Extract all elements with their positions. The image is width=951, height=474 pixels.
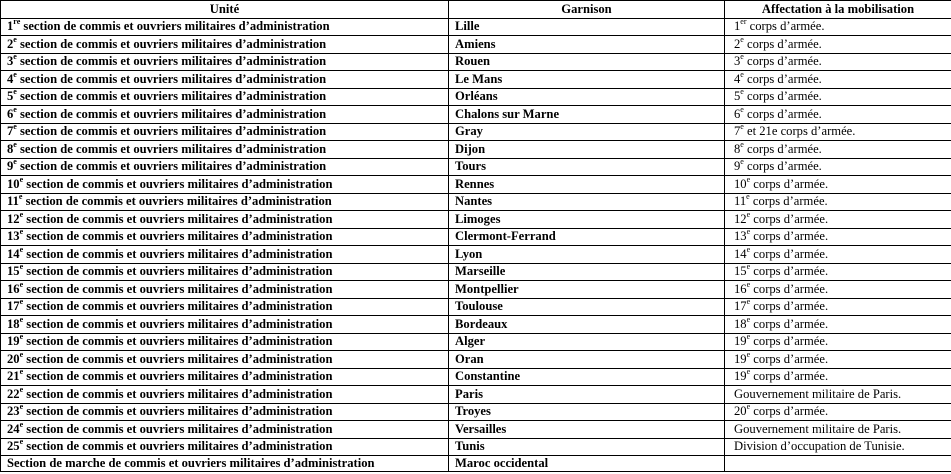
unit-label: section de commis et ouvriers militaires d’administration: [23, 229, 333, 244]
assignment-number: 19: [734, 351, 747, 366]
unit-cell: [1, 333, 449, 351]
assignment-cell: [725, 438, 951, 456]
unit-cell: [1, 106, 449, 124]
unit-ordinal-suffix: e: [13, 70, 17, 79]
unit-number: 22: [7, 386, 20, 401]
assignment-ordinal-suffix: e: [746, 228, 751, 237]
unit-label: section de commis et ouvriers militaires d’administration: [16, 124, 327, 139]
garrison-cell: [449, 158, 725, 176]
table-body: [1, 18, 951, 472]
assignment-ordinal-suffix: e: [746, 193, 750, 202]
unit-ordinal-suffix: e: [13, 105, 17, 114]
assignment-cell: [725, 123, 951, 141]
unit-ordinal-suffix: e: [19, 245, 24, 254]
assignment-ordinal-suffix: e: [740, 140, 744, 149]
unit-cell: [1, 176, 449, 194]
header-row: [1, 1, 951, 19]
table-row: [1, 158, 951, 176]
unit-label: section de commis et ouvriers militaires d’administration: [23, 176, 333, 191]
unit-ordinal-suffix: e: [13, 53, 17, 62]
garrison-cell: [449, 36, 725, 54]
unit-cell: [1, 71, 449, 89]
assignment-label: et 21e corps d’armée.: [743, 124, 856, 139]
unit-cell: [1, 386, 449, 404]
unit-number: 14: [7, 246, 20, 261]
garrison-label: Lyon: [455, 246, 483, 261]
unit-label: section de commis et ouvriers militaires d’administration: [23, 316, 333, 331]
unit-number: 21: [7, 369, 20, 384]
table-row: [1, 246, 951, 264]
unit-cell: [1, 263, 449, 281]
unit-ordinal-suffix: e: [19, 385, 24, 394]
garrison-label: Paris: [455, 386, 483, 401]
unit-ordinal-suffix: e: [13, 35, 17, 44]
assignment-cell: [725, 263, 951, 281]
unit-label: section de commis et ouvriers militaires d’administration: [23, 369, 333, 384]
table-row: [1, 123, 951, 141]
unit-ordinal-suffix: e: [19, 298, 24, 307]
unit-label: section de commis et ouvriers militaires d’administration: [23, 404, 333, 419]
unit-number: 18: [7, 316, 20, 331]
garrison-cell: [449, 53, 725, 71]
assignment-label: corps d’armée.: [743, 71, 822, 86]
unit-number: 6: [7, 106, 14, 121]
garrison-label: Le Mans: [455, 71, 503, 86]
assignment-number: 5: [734, 89, 741, 104]
garrison-cell: [449, 141, 725, 159]
assignment-label: corps d’armée.: [743, 36, 822, 51]
assignment-label: corps d’armée.: [750, 246, 829, 261]
assignment-cell: [725, 386, 951, 404]
assignment-number: 19: [734, 334, 747, 349]
assignment-number: 9: [734, 159, 741, 174]
assignment-number: 18: [734, 316, 747, 331]
unit-ordinal-suffix: e: [19, 350, 24, 359]
unit-number: 16: [7, 281, 20, 296]
table-row: [1, 263, 951, 281]
unit-cell-marche: Section de marche de commis et ouvriers militaires d’administration: [1, 456, 449, 472]
assignment-cell: [725, 228, 951, 246]
unit-number: 3: [7, 54, 14, 69]
assignment-cell: [725, 53, 951, 71]
assignment-cell: [725, 281, 951, 299]
assignment-label: corps d’armée.: [750, 229, 829, 244]
garrison-label: Orléans: [455, 89, 498, 104]
table-row: [1, 88, 951, 106]
unit-ordinal-suffix: e: [19, 368, 24, 377]
assignment-number: 15: [734, 264, 747, 279]
garrison-label: Marseille: [455, 264, 506, 279]
unit-label: section de commis et ouvriers militaires d’administration: [23, 386, 333, 401]
assignment-number: 2: [734, 36, 741, 51]
assignment-label: Division d’occupation de Tunisie.: [734, 439, 905, 454]
assignment-cell: [725, 106, 951, 124]
table-row: [1, 228, 951, 246]
assignment-ordinal-suffix: e: [746, 263, 751, 272]
assignment-ordinal-suffix: e: [740, 123, 744, 132]
assignment-cell: [725, 193, 951, 211]
table-row-last: [1, 456, 951, 472]
garrison-cell: [449, 88, 725, 106]
assignment-ordinal-suffix: e: [746, 280, 751, 289]
garrison-cell-maroc: Maroc occidental: [449, 456, 725, 472]
table-row: [1, 316, 951, 334]
assignment-cell: [725, 36, 951, 54]
assignment-ordinal-suffix: e: [746, 350, 751, 359]
unit-ordinal-suffix: e: [18, 193, 23, 202]
assignment-label: corps d’armée.: [743, 106, 822, 121]
table-row: [1, 421, 951, 439]
unit-label: section de commis et ouvriers militaires d’administration: [16, 36, 327, 51]
garrison-cell: [449, 333, 725, 351]
assignment-ordinal-suffix: e: [746, 245, 751, 254]
assignment-label: corps d’armée.: [750, 176, 829, 191]
unit-ordinal-suffix: e: [13, 123, 17, 132]
unit-number: 7: [7, 124, 14, 139]
assignment-ordinal-suffix: e: [746, 333, 751, 342]
garrison-cell: [449, 403, 725, 421]
unit-cell: [1, 421, 449, 439]
garrison-label: Dijon: [455, 141, 486, 156]
assignment-number: 7: [734, 124, 741, 139]
garrison-label: Amiens: [455, 36, 496, 51]
unit-label: section de commis et ouvriers militaires d’administration: [16, 54, 327, 69]
unit-cell: [1, 246, 449, 264]
unit-label: section de commis et ouvriers militaires d’administration: [20, 19, 330, 34]
unit-cell: [1, 211, 449, 229]
unit-ordinal-suffix: e: [19, 315, 24, 324]
assignment-number: 16: [734, 281, 747, 296]
assignment-ordinal-suffix: e: [740, 35, 744, 44]
unit-label: section de commis et ouvriers militaires d’administration: [16, 71, 327, 86]
unit-number: 19: [7, 334, 20, 349]
garrison-label: Limoges: [455, 211, 501, 226]
unit-number: 5: [7, 89, 14, 104]
garrison-label: Montpellier: [455, 281, 519, 296]
assignment-label: corps d’armée.: [743, 159, 822, 174]
garrison-label: Toulouse: [455, 299, 503, 314]
unit-ordinal-suffix: e: [13, 88, 17, 97]
table-row: [1, 368, 951, 386]
unit-label: section de commis et ouvriers militaires d’administration: [22, 194, 332, 209]
unit-number: 15: [7, 264, 20, 279]
assignment-cell-empty: [725, 456, 951, 472]
unit-label: section de commis et ouvriers militaires d’administration: [16, 141, 327, 156]
assignment-cell: [725, 88, 951, 106]
assignment-number: 10: [734, 176, 747, 191]
assignment-label: corps d’armée.: [750, 211, 829, 226]
garrison-cell: [449, 246, 725, 264]
unit-number: 9: [7, 159, 14, 174]
unit-number: 20: [7, 351, 20, 366]
unit-ordinal-suffix: e: [19, 403, 24, 412]
unit-cell: [1, 141, 449, 159]
unit-number: 13: [7, 229, 20, 244]
assignment-label: corps d’armée.: [750, 264, 829, 279]
garrison-cell: [449, 263, 725, 281]
unit-cell: [1, 351, 449, 369]
garrison-cell: [449, 281, 725, 299]
unit-label: section de commis et ouvriers militaires d’administration: [23, 211, 333, 226]
unit-label: section de commis et ouvriers militaires d’administration: [23, 281, 333, 296]
unit-cell: [1, 228, 449, 246]
garrison-cell: [449, 71, 725, 89]
assignment-label: corps d’armée.: [750, 369, 829, 384]
unit-label: section de commis et ouvriers militaires d’administration: [16, 106, 327, 121]
assignment-ordinal-suffix: e: [746, 298, 751, 307]
unit-label: section de commis et ouvriers militaires d’administration: [23, 299, 333, 314]
table-row: [1, 281, 951, 299]
garrison-label: Gray: [455, 124, 483, 139]
assignment-number: 19: [734, 369, 747, 384]
assignment-number: 1: [734, 19, 741, 34]
garrison-label: Bordeaux: [455, 316, 508, 331]
assignment-number: 6: [734, 106, 741, 121]
assignment-number: 17: [734, 299, 747, 314]
assignment-label: corps d’armée.: [743, 141, 822, 156]
unit-number: 17: [7, 299, 20, 314]
garrison-label: Tours: [455, 159, 487, 174]
unit-cell: [1, 281, 449, 299]
assignment-label: corps d’armée.: [743, 89, 822, 104]
garrison-label: Lille: [455, 19, 480, 34]
garrison-cell: [449, 351, 725, 369]
unit-label: section de commis et ouvriers militaires d’administration: [23, 351, 333, 366]
assignment-label: corps d’armée.: [746, 19, 825, 34]
unit-cell: [1, 53, 449, 71]
assignment-number: 12: [734, 211, 747, 226]
garrison-cell: [449, 193, 725, 211]
garrison-label: Clermont-Ferrand: [455, 229, 556, 244]
unit-number: 12: [7, 211, 20, 226]
table-row: [1, 141, 951, 159]
unit-cell: [1, 368, 449, 386]
assignment-cell: [725, 176, 951, 194]
assignment-ordinal-suffix: er: [740, 18, 747, 27]
assignment-cell: [725, 246, 951, 264]
unit-ordinal-suffix: e: [19, 333, 24, 342]
garrison-label: Troyes: [455, 404, 491, 419]
unit-cell: [1, 403, 449, 421]
assignment-cell: [725, 333, 951, 351]
table-row: [1, 333, 951, 351]
garrison-label: Constantine: [455, 369, 521, 384]
assignment-label: Gouvernement militaire de Paris.: [734, 421, 902, 436]
assignment-number: 3: [734, 54, 741, 69]
unit-label: section de commis et ouvriers militaires d’administration: [23, 421, 333, 436]
unit-number: 8: [7, 141, 14, 156]
assignment-number: 13: [734, 229, 747, 244]
unit-ordinal-suffix: e: [19, 210, 24, 219]
garrison-cell: [449, 298, 725, 316]
garrison-label: Oran: [455, 351, 484, 366]
assignment-ordinal-suffix: e: [746, 210, 751, 219]
assignment-label: corps d’armée.: [750, 316, 829, 331]
unit-ordinal-suffix: e: [13, 158, 17, 167]
assignment-cell: [725, 316, 951, 334]
unit-ordinal-suffix: e: [19, 263, 24, 272]
assignment-ordinal-suffix: e: [740, 158, 744, 167]
unit-number: 2: [7, 36, 14, 51]
garrison-label: Versailles: [455, 421, 507, 436]
assignment-ordinal-suffix: e: [740, 105, 744, 114]
assignment-ordinal-suffix: e: [740, 70, 744, 79]
assignment-number: 8: [734, 141, 741, 156]
unit-cell: [1, 158, 449, 176]
table-row: [1, 298, 951, 316]
header-unit: Unité: [1, 1, 449, 19]
assignment-label: corps d’armée.: [750, 334, 829, 349]
garrison-cell: [449, 18, 725, 36]
unit-ordinal-suffix: e: [19, 280, 24, 289]
unit-ordinal-suffix: e: [19, 175, 24, 184]
unit-ordinal-suffix: e: [19, 438, 24, 447]
unit-cell: [1, 123, 449, 141]
garrison-cell: [449, 316, 725, 334]
unit-cell: [1, 193, 449, 211]
unit-ordinal-suffix: e: [19, 228, 24, 237]
garrison-cell: [449, 211, 725, 229]
assignment-cell: [725, 18, 951, 36]
assignment-cell: [725, 403, 951, 421]
unit-number: 1: [7, 19, 14, 34]
garrison-label: Rennes: [455, 176, 495, 191]
unit-label: section de commis et ouvriers militaires d’administration: [16, 89, 327, 104]
unit-ordinal-suffix: re: [13, 18, 21, 27]
table-row: [1, 36, 951, 54]
unit-cell: [1, 18, 449, 36]
assignment-number: 14: [734, 246, 747, 261]
assignment-cell: [725, 211, 951, 229]
assignment-cell: [725, 71, 951, 89]
garrison-cell: [449, 176, 725, 194]
table-row: [1, 193, 951, 211]
assignment-number: 11: [734, 194, 747, 209]
assignment-cell: [725, 141, 951, 159]
header-garrison: Garnison: [449, 1, 725, 19]
garrison-label: Rouen: [455, 54, 490, 69]
unit-label: section de commis et ouvriers militaires d’administration: [23, 439, 333, 454]
unit-number: 11: [7, 194, 19, 209]
unit-label: section de commis et ouvriers militaires d’administration: [23, 334, 333, 349]
unit-number: 10: [7, 176, 20, 191]
assignment-ordinal-suffix: e: [746, 403, 751, 412]
garrison-cell: [449, 228, 725, 246]
garrison-cell: [449, 106, 725, 124]
assignment-ordinal-suffix: e: [746, 175, 751, 184]
unit-cell: [1, 316, 449, 334]
garrison-cell: [449, 386, 725, 404]
assignment-cell: [725, 351, 951, 369]
header-assignment: Affectation à la mobilisation: [725, 1, 951, 19]
unit-ordinal-suffix: e: [19, 420, 24, 429]
assignment-cell: [725, 158, 951, 176]
garrison-cell: [449, 421, 725, 439]
unit-number: 24: [7, 421, 20, 436]
unit-cell: [1, 36, 449, 54]
unit-cell: [1, 88, 449, 106]
table-row: [1, 403, 951, 421]
table-row: [1, 53, 951, 71]
unit-cell: [1, 298, 449, 316]
table-row: [1, 211, 951, 229]
garrison-cell: [449, 368, 725, 386]
assignment-cell: [725, 298, 951, 316]
assignment-label: corps d’armée.: [750, 299, 829, 314]
unit-number: 4: [7, 71, 14, 86]
unit-label: section de commis et ouvriers militaires d’administration: [23, 246, 333, 261]
table-row: [1, 386, 951, 404]
assignment-label: corps d’armée.: [749, 194, 828, 209]
garrison-label: Alger: [455, 334, 486, 349]
unit-ordinal-suffix: e: [13, 140, 17, 149]
table-row: [1, 438, 951, 456]
assignment-label: corps d’armée.: [750, 351, 829, 366]
table-row: [1, 351, 951, 369]
assignment-label: corps d’armée.: [750, 281, 829, 296]
assignment-ordinal-suffix: e: [740, 53, 744, 62]
unit-cell: [1, 438, 449, 456]
table-row: [1, 18, 951, 36]
garrison-label: Tunis: [455, 439, 485, 454]
garrison-cell: [449, 123, 725, 141]
assignment-label: corps d’armée.: [743, 54, 822, 69]
assignment-label: corps d’armée.: [750, 404, 829, 419]
table-row: [1, 106, 951, 124]
assignment-label: Gouvernement militaire de Paris.: [734, 386, 902, 401]
assignment-number: 4: [734, 71, 741, 86]
assignment-number: 20: [734, 404, 747, 419]
unit-label: section de commis et ouvriers militaires d’administration: [23, 264, 333, 279]
assignment-cell: [725, 368, 951, 386]
garrison-label: Chalons sur Marne: [455, 106, 560, 121]
garrison-cell: [449, 438, 725, 456]
garrison-label: Nantes: [455, 194, 493, 209]
unit-number: 25: [7, 439, 20, 454]
table-row: [1, 71, 951, 89]
assignment-ordinal-suffix: e: [746, 315, 751, 324]
assignment-cell: [725, 421, 951, 439]
unit-number: 23: [7, 404, 20, 419]
table-row: [1, 176, 951, 194]
assignment-ordinal-suffix: e: [746, 368, 751, 377]
assignment-ordinal-suffix: e: [740, 88, 744, 97]
unit-label: section de commis et ouvriers militaires d’administration: [16, 159, 327, 174]
